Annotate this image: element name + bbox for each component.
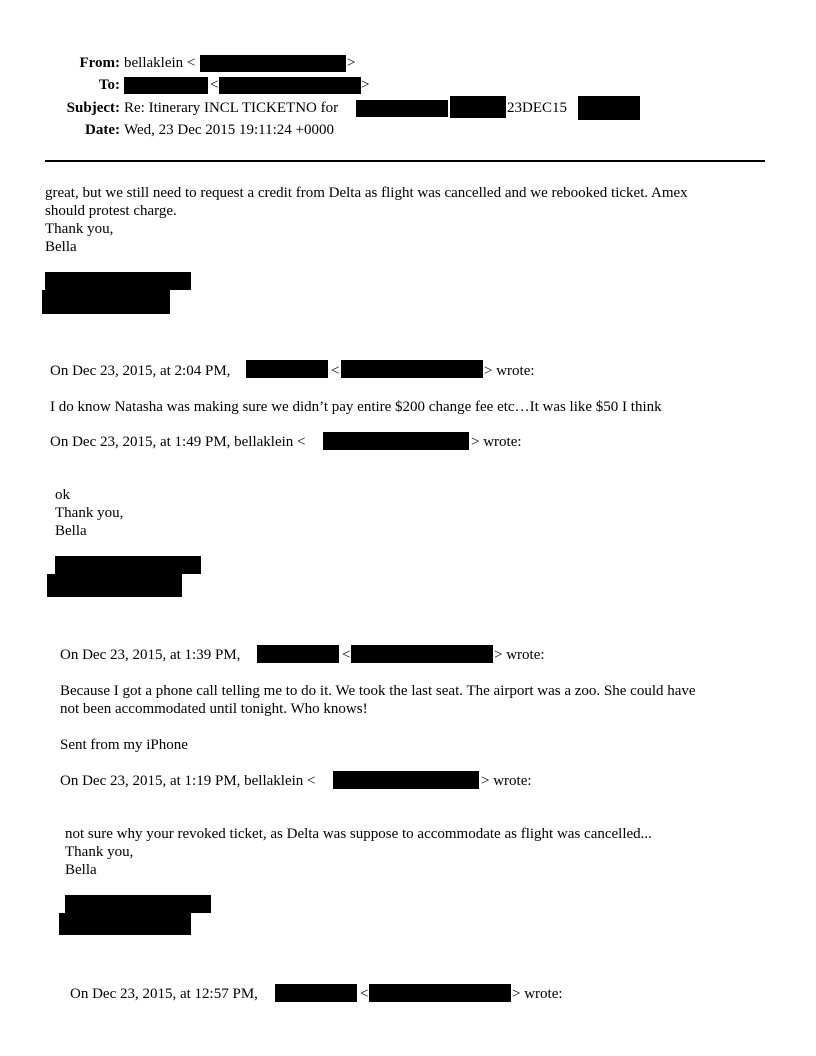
subject-date: 23DEC15 bbox=[507, 100, 567, 116]
redaction-box bbox=[200, 55, 346, 72]
attribution-suffix: > wrote: bbox=[484, 363, 535, 379]
attribution-open: < bbox=[342, 647, 351, 663]
body-line: not been accommodated until tonight. Who knows! bbox=[60, 701, 368, 717]
attribution-line: On Dec 23, 2015, at 1:49 PM, bellaklein < bbox=[50, 434, 306, 450]
from-label: From: bbox=[79, 55, 120, 71]
body-line: Because I got a phone call telling me to do it. We took the last seat. The airport was a zoo. She could have bbox=[60, 683, 696, 699]
body-line: ok bbox=[55, 487, 70, 503]
redaction-box bbox=[351, 645, 493, 663]
redaction-box bbox=[450, 96, 506, 118]
redaction-box bbox=[47, 574, 182, 597]
body-line: I do know Natasha was making sure we didn’t pay entire $200 change fee etc…It was like $50 I think bbox=[50, 399, 662, 415]
redaction-box bbox=[341, 360, 483, 378]
to-label: To: bbox=[98, 77, 120, 93]
header-divider bbox=[45, 160, 765, 162]
redaction-box bbox=[219, 77, 361, 94]
redaction-box bbox=[55, 556, 201, 574]
date-value: Wed, 23 Dec 2015 19:11:24 +0000 bbox=[124, 122, 334, 138]
body-line: Thank you, bbox=[65, 844, 134, 860]
subject-value: Re: Itinerary INCL TICKETNO for bbox=[124, 100, 339, 116]
redaction-box bbox=[65, 895, 211, 913]
to-open: < bbox=[210, 77, 219, 93]
redaction-box bbox=[369, 984, 511, 1002]
redaction-box bbox=[59, 913, 191, 935]
redaction-box bbox=[333, 771, 479, 789]
from-value: bellaklein < bbox=[124, 55, 196, 71]
attribution-line: On Dec 23, 2015, at 1:19 PM, bellaklein < bbox=[60, 773, 316, 789]
attribution-suffix: > wrote: bbox=[494, 647, 545, 663]
redaction-box bbox=[124, 77, 208, 94]
from-close: > bbox=[347, 55, 356, 71]
redaction-box bbox=[246, 360, 328, 378]
body-line: Thank you, bbox=[55, 505, 124, 521]
signature-name: Bella bbox=[65, 862, 97, 878]
attribution-line: On Dec 23, 2015, at 2:04 PM, bbox=[50, 363, 231, 379]
redaction-box bbox=[257, 645, 339, 663]
attribution-suffix: > wrote: bbox=[512, 986, 563, 1002]
attribution-line: On Dec 23, 2015, at 12:57 PM, bbox=[70, 986, 258, 1002]
body-line: not sure why your revoked ticket, as Delta was suppose to accommodate as flight was cancelled... bbox=[65, 826, 652, 842]
signature-name: Bella bbox=[55, 523, 87, 539]
redaction-box bbox=[356, 100, 448, 117]
body-line: Thank you, bbox=[45, 221, 114, 237]
redaction-box bbox=[45, 272, 191, 290]
to-close: > bbox=[361, 77, 370, 93]
body-line: Sent from my iPhone bbox=[60, 737, 188, 753]
attribution-open: < bbox=[360, 986, 369, 1002]
subject-label: Subject: bbox=[66, 100, 120, 116]
redaction-box bbox=[323, 432, 469, 450]
attribution-open: < bbox=[331, 363, 340, 379]
signature-name: Bella bbox=[45, 239, 77, 255]
body-line: great, but we still need to request a credit from Delta as flight was cancelled and we rebooked ticket. Amex bbox=[45, 185, 688, 201]
redaction-box bbox=[578, 96, 640, 120]
attribution-suffix: > wrote: bbox=[471, 434, 522, 450]
date-label: Date: bbox=[85, 122, 120, 138]
redaction-box bbox=[42, 290, 170, 314]
redaction-box bbox=[275, 984, 357, 1002]
body-line: should protest charge. bbox=[45, 203, 177, 219]
attribution-suffix: > wrote: bbox=[481, 773, 532, 789]
attribution-line: On Dec 23, 2015, at 1:39 PM, bbox=[60, 647, 241, 663]
